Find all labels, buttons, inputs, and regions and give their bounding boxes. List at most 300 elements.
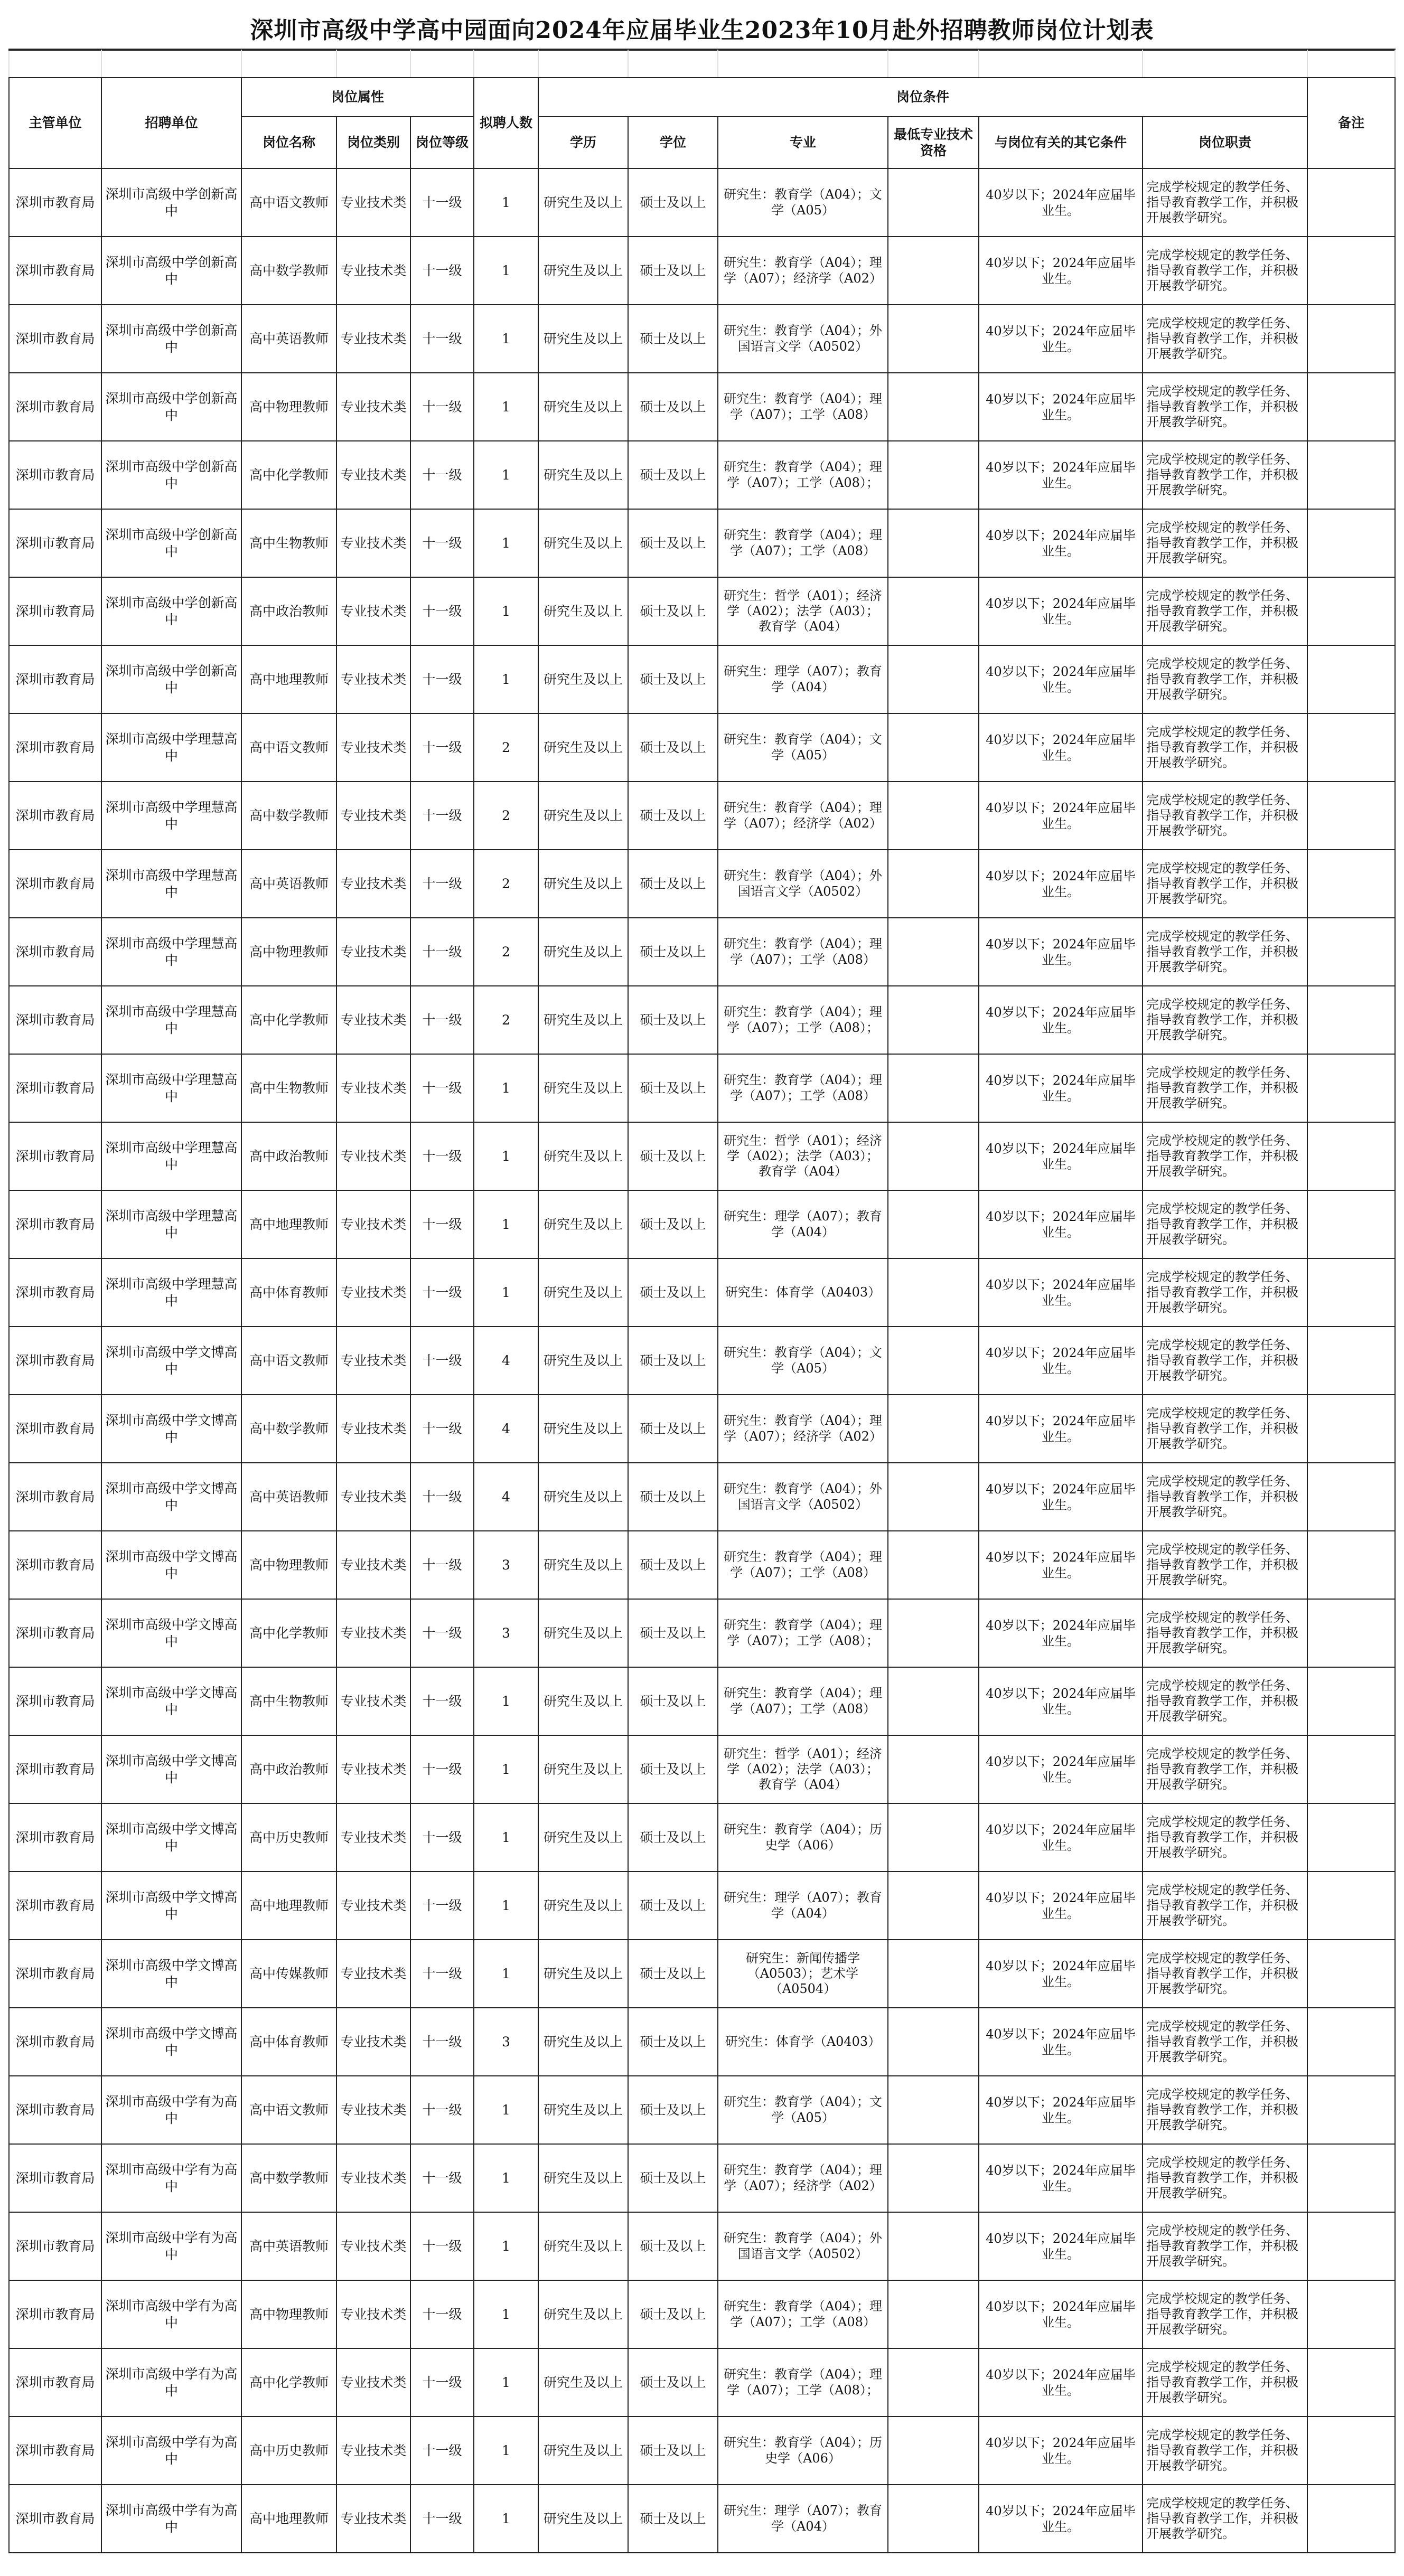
header-post-level: 岗位等级 — [410, 117, 474, 168]
cell-degree: 硕士及以上 — [628, 373, 718, 441]
cell-post-level: 十一级 — [410, 2417, 474, 2485]
cell-remark — [1307, 2348, 1395, 2417]
table-row — [9, 1599, 1395, 1667]
cell-major: 研究生：教育学（A04）；文学（A05） — [718, 713, 888, 782]
cell-degree: 硕士及以上 — [628, 441, 718, 509]
cell-remark — [1307, 1395, 1395, 1463]
cell-degree: 硕士及以上 — [628, 986, 718, 1054]
cell-post-level: 十一级 — [410, 509, 474, 577]
cell-count: 1 — [474, 2348, 538, 2417]
cell-qual — [888, 1940, 979, 2008]
table-row — [9, 168, 1395, 237]
cell-duty: 完成学校规定的教学任务、指导教育教学工作，并积极开展教学研究。 — [1143, 2144, 1307, 2212]
cell-remark — [1307, 1940, 1395, 2008]
cell-post-name: 高中传媒教师 — [241, 1940, 336, 2008]
cell-count: 1 — [474, 1667, 538, 1735]
cell-qual — [888, 782, 979, 850]
cell-other: 40岁以下；2024年应届毕业生。 — [979, 918, 1143, 986]
cell-dept: 深圳市教育局 — [9, 441, 101, 509]
cell-post-type: 专业技术类 — [336, 441, 410, 509]
cell-edu: 研究生及以上 — [538, 2144, 628, 2212]
cell-post-name: 高中英语教师 — [241, 850, 336, 918]
cell-other: 40岁以下；2024年应届毕业生。 — [979, 1872, 1143, 1940]
cell-post-type: 专业技术类 — [336, 1463, 410, 1531]
cell-other: 40岁以下；2024年应届毕业生。 — [979, 1599, 1143, 1667]
cell-other: 40岁以下；2024年应届毕业生。 — [979, 1667, 1143, 1735]
cell-degree: 硕士及以上 — [628, 1463, 718, 1531]
cell-degree: 硕士及以上 — [628, 237, 718, 305]
cell-qual — [888, 441, 979, 509]
table-row — [9, 2144, 1395, 2212]
cell-post-type: 专业技术类 — [336, 1327, 410, 1395]
cell-major: 研究生：体育学（A0403） — [718, 1258, 888, 1327]
cell-post-type: 专业技术类 — [336, 2485, 410, 2553]
cell-duty: 完成学校规定的教学任务、指导教育教学工作，并积极开展教学研究。 — [1143, 1531, 1307, 1599]
cell-count: 2 — [474, 918, 538, 986]
cell-edu: 研究生及以上 — [538, 1122, 628, 1190]
cell-major: 研究生：体育学（A0403） — [718, 2008, 888, 2076]
cell-major: 研究生：教育学（A04）；外国语言文学（A0502） — [718, 305, 888, 373]
spacer-row — [9, 50, 1395, 78]
header-cond-group: 岗位条件 — [538, 78, 1307, 117]
header-duty: 岗位职责 — [1143, 117, 1307, 168]
cell-remark — [1307, 1531, 1395, 1599]
cell-duty: 完成学校规定的教学任务、指导教育教学工作，并积极开展教学研究。 — [1143, 1327, 1307, 1395]
cell-post-level: 十一级 — [410, 373, 474, 441]
cell-remark — [1307, 1667, 1395, 1735]
cell-dept: 深圳市教育局 — [9, 1667, 101, 1735]
cell-qual — [888, 850, 979, 918]
cell-major: 研究生：教育学（A04）；理学（A07）；工学（A08）； — [718, 986, 888, 1054]
cell-unit: 深圳市高级中学文博高中 — [101, 1735, 241, 1803]
cell-count: 1 — [474, 1122, 538, 1190]
cell-unit: 深圳市高级中学有为高中 — [101, 2212, 241, 2280]
cell-remark — [1307, 1054, 1395, 1122]
recruitment-table — [8, 50, 1396, 2553]
cell-dept: 深圳市教育局 — [9, 986, 101, 1054]
cell-unit: 深圳市高级中学创新高中 — [101, 441, 241, 509]
table-row — [9, 2417, 1395, 2485]
cell-post-level: 十一级 — [410, 1258, 474, 1327]
cell-post-type: 专业技术类 — [336, 2348, 410, 2417]
cell-major: 研究生：教育学（A04）；理学（A07）；工学（A08） — [718, 1667, 888, 1735]
cell-other: 40岁以下；2024年应届毕业生。 — [979, 2280, 1143, 2348]
cell-post-type: 专业技术类 — [336, 237, 410, 305]
cell-count: 1 — [474, 2144, 538, 2212]
cell-edu: 研究生及以上 — [538, 1872, 628, 1940]
cell-degree: 硕士及以上 — [628, 1190, 718, 1258]
cell-qual — [888, 645, 979, 713]
cell-qual — [888, 1803, 979, 1872]
table-row — [9, 1054, 1395, 1122]
header-attr-group: 岗位属性 — [241, 78, 474, 117]
cell-post-level: 十一级 — [410, 2280, 474, 2348]
cell-post-type: 专业技术类 — [336, 1258, 410, 1327]
cell-post-type: 专业技术类 — [336, 1531, 410, 1599]
cell-unit: 深圳市高级中学创新高中 — [101, 168, 241, 237]
cell-other: 40岁以下；2024年应届毕业生。 — [979, 168, 1143, 237]
header-count: 拟聘人数 — [474, 78, 538, 168]
table-row — [9, 1122, 1395, 1190]
cell-unit: 深圳市高级中学理慧高中 — [101, 782, 241, 850]
cell-dept: 深圳市教育局 — [9, 1940, 101, 2008]
cell-dept: 深圳市教育局 — [9, 237, 101, 305]
cell-post-type: 专业技术类 — [336, 1122, 410, 1190]
cell-edu: 研究生及以上 — [538, 1258, 628, 1327]
cell-major: 研究生：教育学（A04）；外国语言文学（A0502） — [718, 2212, 888, 2280]
cell-post-name: 高中数学教师 — [241, 782, 336, 850]
cell-post-level: 十一级 — [410, 2144, 474, 2212]
cell-qual — [888, 1531, 979, 1599]
cell-duty: 完成学校规定的教学任务、指导教育教学工作，并积极开展教学研究。 — [1143, 2417, 1307, 2485]
cell-major: 研究生：教育学（A04）；理学（A07）；经济学（A02） — [718, 2144, 888, 2212]
cell-major: 研究生：教育学（A04）；理学（A07）；工学（A08） — [718, 1054, 888, 1122]
cell-count: 1 — [474, 577, 538, 645]
cell-unit: 深圳市高级中学理慧高中 — [101, 1258, 241, 1327]
cell-unit: 深圳市高级中学文博高中 — [101, 1667, 241, 1735]
cell-edu: 研究生及以上 — [538, 2280, 628, 2348]
cell-other: 40岁以下；2024年应届毕业生。 — [979, 2348, 1143, 2417]
cell-post-type: 专业技术类 — [336, 305, 410, 373]
cell-duty: 完成学校规定的教学任务、指导教育教学工作，并积极开展教学研究。 — [1143, 713, 1307, 782]
cell-duty: 完成学校规定的教学任务、指导教育教学工作，并积极开展教学研究。 — [1143, 373, 1307, 441]
cell-qual — [888, 373, 979, 441]
cell-other: 40岁以下；2024年应届毕业生。 — [979, 850, 1143, 918]
cell-other: 40岁以下；2024年应届毕业生。 — [979, 305, 1143, 373]
table-row — [9, 1395, 1395, 1463]
cell-remark — [1307, 577, 1395, 645]
cell-edu: 研究生及以上 — [538, 1803, 628, 1872]
cell-duty: 完成学校规定的教学任务、指导教育教学工作，并积极开展教学研究。 — [1143, 2076, 1307, 2144]
cell-qual — [888, 2076, 979, 2144]
cell-duty: 完成学校规定的教学任务、指导教育教学工作，并积极开展教学研究。 — [1143, 577, 1307, 645]
cell-major: 研究生：教育学（A04）；理学（A07）；经济学（A02） — [718, 782, 888, 850]
cell-dept: 深圳市教育局 — [9, 782, 101, 850]
cell-dept: 深圳市教育局 — [9, 2485, 101, 2553]
cell-edu: 研究生及以上 — [538, 1395, 628, 1463]
cell-qual — [888, 1667, 979, 1735]
table-row — [9, 986, 1395, 1054]
cell-count: 3 — [474, 1531, 538, 1599]
cell-qual — [888, 1327, 979, 1395]
cell-other: 40岁以下；2024年应届毕业生。 — [979, 509, 1143, 577]
cell-edu: 研究生及以上 — [538, 1054, 628, 1122]
cell-remark — [1307, 1190, 1395, 1258]
cell-duty: 完成学校规定的教学任务、指导教育教学工作，并积极开展教学研究。 — [1143, 1395, 1307, 1463]
cell-post-name: 高中英语教师 — [241, 2212, 336, 2280]
cell-dept: 深圳市教育局 — [9, 2212, 101, 2280]
cell-dept: 深圳市教育局 — [9, 2348, 101, 2417]
cell-edu: 研究生及以上 — [538, 850, 628, 918]
cell-degree: 硕士及以上 — [628, 645, 718, 713]
cell-major: 研究生：教育学（A04）；文学（A05） — [718, 2076, 888, 2144]
cell-count: 1 — [474, 2212, 538, 2280]
cell-count: 1 — [474, 1258, 538, 1327]
cell-qual — [888, 1122, 979, 1190]
table-row — [9, 441, 1395, 509]
cell-edu: 研究生及以上 — [538, 2348, 628, 2417]
cell-post-name: 高中语文教师 — [241, 2076, 336, 2144]
cell-qual — [888, 2485, 979, 2553]
cell-post-level: 十一级 — [410, 986, 474, 1054]
cell-post-level: 十一级 — [410, 1531, 474, 1599]
cell-duty: 完成学校规定的教学任务、指导教育教学工作，并积极开展教学研究。 — [1143, 1054, 1307, 1122]
cell-post-type: 专业技术类 — [336, 509, 410, 577]
cell-post-name: 高中语文教师 — [241, 168, 336, 237]
cell-duty: 完成学校规定的教学任务、指导教育教学工作，并积极开展教学研究。 — [1143, 1463, 1307, 1531]
cell-edu: 研究生及以上 — [538, 1327, 628, 1395]
cell-qual — [888, 2348, 979, 2417]
cell-degree: 硕士及以上 — [628, 1940, 718, 2008]
cell-dept: 深圳市教育局 — [9, 1531, 101, 1599]
cell-remark — [1307, 2212, 1395, 2280]
cell-major: 研究生：理学（A07）；教育学（A04） — [718, 1190, 888, 1258]
cell-edu: 研究生及以上 — [538, 509, 628, 577]
cell-other: 40岁以下；2024年应届毕业生。 — [979, 577, 1143, 645]
cell-edu: 研究生及以上 — [538, 1667, 628, 1735]
cell-degree: 硕士及以上 — [628, 782, 718, 850]
cell-post-type: 专业技术类 — [336, 2076, 410, 2144]
cell-unit: 深圳市高级中学创新高中 — [101, 645, 241, 713]
cell-remark — [1307, 237, 1395, 305]
cell-duty: 完成学校规定的教学任务、指导教育教学工作，并积极开展教学研究。 — [1143, 986, 1307, 1054]
cell-other: 40岁以下；2024年应届毕业生。 — [979, 1054, 1143, 1122]
cell-edu: 研究生及以上 — [538, 1463, 628, 1531]
cell-edu: 研究生及以上 — [538, 305, 628, 373]
table-row — [9, 1190, 1395, 1258]
cell-other: 40岁以下；2024年应届毕业生。 — [979, 2212, 1143, 2280]
cell-major: 研究生：教育学（A04）；理学（A07）；工学（A08） — [718, 2280, 888, 2348]
table-row — [9, 1940, 1395, 2008]
cell-qual — [888, 713, 979, 782]
cell-dept: 深圳市教育局 — [9, 2076, 101, 2144]
cell-unit: 深圳市高级中学有为高中 — [101, 2280, 241, 2348]
cell-other: 40岁以下；2024年应届毕业生。 — [979, 373, 1143, 441]
cell-remark — [1307, 1735, 1395, 1803]
cell-other: 40岁以下；2024年应届毕业生。 — [979, 2485, 1143, 2553]
cell-remark — [1307, 713, 1395, 782]
cell-qual — [888, 2144, 979, 2212]
table-row — [9, 782, 1395, 850]
cell-degree: 硕士及以上 — [628, 2485, 718, 2553]
cell-other: 40岁以下；2024年应届毕业生。 — [979, 782, 1143, 850]
cell-edu: 研究生及以上 — [538, 713, 628, 782]
cell-post-name: 高中地理教师 — [241, 645, 336, 713]
cell-degree: 硕士及以上 — [628, 2280, 718, 2348]
cell-count: 4 — [474, 1395, 538, 1463]
cell-post-type: 专业技术类 — [336, 1940, 410, 2008]
cell-post-level: 十一级 — [410, 1803, 474, 1872]
cell-post-level: 十一级 — [410, 1054, 474, 1122]
cell-other: 40岁以下；2024年应届毕业生。 — [979, 1395, 1143, 1463]
cell-count: 1 — [474, 1735, 538, 1803]
cell-unit: 深圳市高级中学理慧高中 — [101, 713, 241, 782]
cell-post-level: 十一级 — [410, 1667, 474, 1735]
cell-unit: 深圳市高级中学文博高中 — [101, 1872, 241, 1940]
cell-count: 2 — [474, 782, 538, 850]
cell-major: 研究生：教育学（A04）；文学（A05） — [718, 1327, 888, 1395]
cell-duty: 完成学校规定的教学任务、指导教育教学工作，并积极开展教学研究。 — [1143, 1940, 1307, 2008]
cell-dept: 深圳市教育局 — [9, 1463, 101, 1531]
cell-major: 研究生：教育学（A04）；理学（A07）；工学（A08） — [718, 918, 888, 986]
cell-remark — [1307, 986, 1395, 1054]
cell-duty: 完成学校规定的教学任务、指导教育教学工作，并积极开展教学研究。 — [1143, 1122, 1307, 1190]
cell-post-name: 高中政治教师 — [241, 1735, 336, 1803]
cell-post-name: 高中英语教师 — [241, 305, 336, 373]
cell-unit: 深圳市高级中学理慧高中 — [101, 1190, 241, 1258]
cell-post-type: 专业技术类 — [336, 577, 410, 645]
cell-edu: 研究生及以上 — [538, 2417, 628, 2485]
cell-edu: 研究生及以上 — [538, 577, 628, 645]
cell-other: 40岁以下；2024年应届毕业生。 — [979, 1122, 1143, 1190]
cell-post-level: 十一级 — [410, 1599, 474, 1667]
cell-post-level: 十一级 — [410, 441, 474, 509]
cell-qual — [888, 1599, 979, 1667]
table-row — [9, 2212, 1395, 2280]
cell-dept: 深圳市教育局 — [9, 850, 101, 918]
cell-major: 研究生：教育学（A04）；理学（A07）；工学（A08）； — [718, 2348, 888, 2417]
cell-duty: 完成学校规定的教学任务、指导教育教学工作，并积极开展教学研究。 — [1143, 1190, 1307, 1258]
cell-unit: 深圳市高级中学创新高中 — [101, 577, 241, 645]
cell-post-level: 十一级 — [410, 1190, 474, 1258]
cell-edu: 研究生及以上 — [538, 2008, 628, 2076]
cell-unit: 深圳市高级中学文博高中 — [101, 2008, 241, 2076]
cell-major: 研究生：理学（A07）；教育学（A04） — [718, 1872, 888, 1940]
cell-degree: 硕士及以上 — [628, 2076, 718, 2144]
cell-other: 40岁以下；2024年应届毕业生。 — [979, 441, 1143, 509]
cell-post-name: 高中物理教师 — [241, 2280, 336, 2348]
cell-remark — [1307, 168, 1395, 237]
cell-post-name: 高中化学教师 — [241, 1599, 336, 1667]
cell-dept: 深圳市教育局 — [9, 168, 101, 237]
cell-dept: 深圳市教育局 — [9, 1327, 101, 1395]
cell-post-level: 十一级 — [410, 1463, 474, 1531]
cell-remark — [1307, 1122, 1395, 1190]
cell-unit: 深圳市高级中学理慧高中 — [101, 1054, 241, 1122]
cell-count: 1 — [474, 168, 538, 237]
cell-edu: 研究生及以上 — [538, 1735, 628, 1803]
cell-major: 研究生：哲学（A01）；经济学（A02）；法学（A03）；教育学（A04） — [718, 1735, 888, 1803]
cell-other: 40岁以下；2024年应届毕业生。 — [979, 2144, 1143, 2212]
cell-post-name: 高中数学教师 — [241, 237, 336, 305]
cell-remark — [1307, 2144, 1395, 2212]
cell-major: 研究生：教育学（A04）；外国语言文学（A0502） — [718, 1463, 888, 1531]
cell-dept: 深圳市教育局 — [9, 577, 101, 645]
cell-remark — [1307, 305, 1395, 373]
cell-post-name: 高中地理教师 — [241, 1872, 336, 1940]
cell-post-type: 专业技术类 — [336, 782, 410, 850]
table-row — [9, 1531, 1395, 1599]
cell-other: 40岁以下；2024年应届毕业生。 — [979, 645, 1143, 713]
cell-qual — [888, 918, 979, 986]
cell-post-name: 高中历史教师 — [241, 1803, 336, 1872]
table-row — [9, 850, 1395, 918]
cell-major: 研究生：教育学（A04）；理学（A07）；经济学（A02） — [718, 237, 888, 305]
table-row — [9, 713, 1395, 782]
cell-post-type: 专业技术类 — [336, 1667, 410, 1735]
cell-degree: 硕士及以上 — [628, 1122, 718, 1190]
cell-dept: 深圳市教育局 — [9, 1872, 101, 1940]
cell-post-type: 专业技术类 — [336, 918, 410, 986]
cell-degree: 硕士及以上 — [628, 305, 718, 373]
cell-post-name: 高中化学教师 — [241, 986, 336, 1054]
cell-count: 4 — [474, 1327, 538, 1395]
cell-post-type: 专业技术类 — [336, 986, 410, 1054]
header-edu: 学历 — [538, 117, 628, 168]
cell-dept: 深圳市教育局 — [9, 509, 101, 577]
cell-degree: 硕士及以上 — [628, 918, 718, 986]
cell-duty: 完成学校规定的教学任务、指导教育教学工作，并积极开展教学研究。 — [1143, 1872, 1307, 1940]
header-major: 专业 — [718, 117, 888, 168]
cell-other: 40岁以下；2024年应届毕业生。 — [979, 1803, 1143, 1872]
cell-duty: 完成学校规定的教学任务、指导教育教学工作，并积极开展教学研究。 — [1143, 2348, 1307, 2417]
table-row — [9, 577, 1395, 645]
cell-degree: 硕士及以上 — [628, 2417, 718, 2485]
cell-post-name: 高中生物教师 — [241, 1054, 336, 1122]
cell-post-type: 专业技术类 — [336, 2417, 410, 2485]
cell-degree: 硕士及以上 — [628, 1872, 718, 1940]
cell-edu: 研究生及以上 — [538, 645, 628, 713]
cell-duty: 完成学校规定的教学任务、指导教育教学工作，并积极开展教学研究。 — [1143, 1667, 1307, 1735]
cell-qual — [888, 2280, 979, 2348]
header-unit: 招聘单位 — [101, 78, 241, 168]
cell-degree: 硕士及以上 — [628, 2144, 718, 2212]
cell-qual — [888, 168, 979, 237]
cell-count: 4 — [474, 1463, 538, 1531]
cell-remark — [1307, 1872, 1395, 1940]
cell-post-level: 十一级 — [410, 2348, 474, 2417]
cell-count: 1 — [474, 2280, 538, 2348]
cell-remark — [1307, 2417, 1395, 2485]
cell-other: 40岁以下；2024年应届毕业生。 — [979, 713, 1143, 782]
cell-other: 40岁以下；2024年应届毕业生。 — [979, 2417, 1143, 2485]
cell-other: 40岁以下；2024年应届毕业生。 — [979, 986, 1143, 1054]
cell-degree: 硕士及以上 — [628, 1327, 718, 1395]
cell-post-name: 高中英语教师 — [241, 1463, 336, 1531]
cell-duty: 完成学校规定的教学任务、指导教育教学工作，并积极开展教学研究。 — [1143, 2485, 1307, 2553]
cell-post-name: 高中历史教师 — [241, 2417, 336, 2485]
cell-remark — [1307, 2280, 1395, 2348]
cell-post-level: 十一级 — [410, 237, 474, 305]
cell-degree: 硕士及以上 — [628, 1803, 718, 1872]
cell-degree: 硕士及以上 — [628, 168, 718, 237]
cell-remark — [1307, 918, 1395, 986]
cell-unit: 深圳市高级中学文博高中 — [101, 1940, 241, 2008]
cell-remark — [1307, 850, 1395, 918]
table-row — [9, 2280, 1395, 2348]
cell-other: 40岁以下；2024年应届毕业生。 — [979, 237, 1143, 305]
cell-degree: 硕士及以上 — [628, 2348, 718, 2417]
cell-unit: 深圳市高级中学理慧高中 — [101, 1122, 241, 1190]
table-row — [9, 2348, 1395, 2417]
cell-post-level: 十一级 — [410, 2076, 474, 2144]
table-row — [9, 1803, 1395, 1872]
cell-post-type: 专业技术类 — [336, 1395, 410, 1463]
cell-post-level: 十一级 — [410, 168, 474, 237]
cell-post-level: 十一级 — [410, 713, 474, 782]
table-row — [9, 2485, 1395, 2553]
cell-post-type: 专业技术类 — [336, 713, 410, 782]
cell-edu: 研究生及以上 — [538, 986, 628, 1054]
table-row — [9, 645, 1395, 713]
cell-major: 研究生：教育学（A04）；历史学（A06） — [718, 1803, 888, 1872]
cell-dept: 深圳市教育局 — [9, 305, 101, 373]
cell-unit: 深圳市高级中学创新高中 — [101, 237, 241, 305]
cell-qual — [888, 1054, 979, 1122]
cell-duty: 完成学校规定的教学任务、指导教育教学工作，并积极开展教学研究。 — [1143, 782, 1307, 850]
cell-dept: 深圳市教育局 — [9, 1258, 101, 1327]
cell-post-type: 专业技术类 — [336, 2144, 410, 2212]
